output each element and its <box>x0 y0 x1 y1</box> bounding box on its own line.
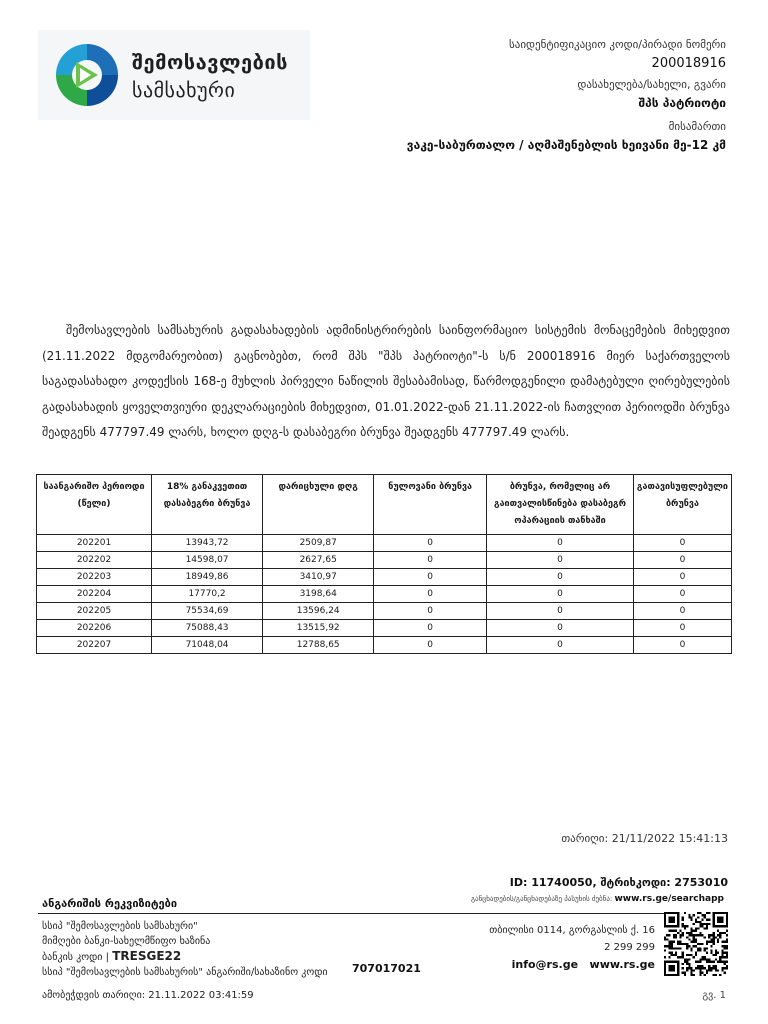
table-cell: 0 <box>487 586 634 603</box>
qr-code-icon <box>664 912 728 976</box>
verify-text: განცხადების/განცხადებაზე პასუხის ძებნა: <box>470 895 613 903</box>
address-value: ვაკე-საბურთალო / აღმაშენებლის ხეივანი მე-12 კმ <box>406 138 726 152</box>
table-row <box>37 637 732 654</box>
logo-title: შემოსავლების <box>132 50 289 74</box>
table-cell: 0 <box>374 552 487 569</box>
column-header: გათავისუფლებული ბრუნვა <box>633 475 731 535</box>
contact-phone: 2 299 299 <box>604 942 655 953</box>
name-label: დასახელება/სახელი, გვარი <box>577 78 726 91</box>
certificate-text: შემოსავლების სამსახურის გადასახადების ადმინისტრირების საინფორმაციო სისტემის მონაცემების მიხედვით (21.11.2022 მდგომარეობით) გაცნობებთ, რომ შპს "შპს პატრიოტი"-ს ს/ნ 200018916 მიერ საქართველოს საგადასახადო კოდექსის 168-ე მუხლის პირველი ნაწილის შესაბამისად, წარმოდგენილი დამატებული ღირებულების გადასახადის ყოველთვიური დეკლარაციების მიხედვით, 01.01.2022-დან 21.11.2022-ის ჩათვლით პერიოდში ბრუნვა შეადგენს 477797.49 ლარს, ხოლო დღგ-ს დასაბეგრი ბრუნვა შეადგენს 477797.49 ლარს. <box>42 323 730 439</box>
page-number: გვ. 1 <box>702 990 726 1001</box>
table-cell: 0 <box>374 620 487 637</box>
column-header: დარიცხული დღგ <box>263 475 374 535</box>
table-cell: 0 <box>487 569 634 586</box>
table-cell: 75088,43 <box>151 620 262 637</box>
table-row <box>37 569 732 586</box>
requisites <box>42 920 328 980</box>
table-cell: 12788,65 <box>263 637 374 654</box>
verify-line <box>471 894 724 904</box>
table-body <box>37 535 732 654</box>
issued-date: ამობეჭდვის თარიღი: 21.11.2022 03:41:59 <box>42 990 254 1001</box>
table-cell: 3410,97 <box>263 569 374 586</box>
table-cell: 2627,65 <box>263 552 374 569</box>
table-cell: 202205 <box>37 603 152 620</box>
table-cell: 3198,64 <box>263 586 374 603</box>
bank-code-line <box>42 949 328 966</box>
contact-email-link[interactable]: info@rs.ge <box>511 958 579 971</box>
requisites-title: ანგარიშის რეკვიზიტები <box>42 897 178 910</box>
table-cell: 202202 <box>37 552 152 569</box>
table-cell: 0 <box>374 535 487 552</box>
bank-code-separator: | <box>105 952 113 963</box>
table-row <box>37 535 732 552</box>
table-cell: 0 <box>374 569 487 586</box>
table-cell: 0 <box>633 535 731 552</box>
table-cell: 202204 <box>37 586 152 603</box>
table-cell: 0 <box>633 569 731 586</box>
table-cell: 0 <box>487 535 634 552</box>
table-cell: 0 <box>633 586 731 603</box>
table-cell: 0 <box>374 637 487 654</box>
document-id: ID: 11740050, შტრიხკოდი: 2753010 <box>509 876 728 889</box>
table-cell: 0 <box>633 620 731 637</box>
table-cell: 13943,72 <box>151 535 262 552</box>
table-cell: 75534,69 <box>151 603 262 620</box>
table-cell: 0 <box>374 603 487 620</box>
table-row <box>37 620 732 637</box>
table-row <box>37 552 732 569</box>
bank-code-label: ბანკის კოდი <box>42 952 103 963</box>
requisites-line: სსიპ "შემოსავლების სამსახური" <box>42 921 198 932</box>
contact-web <box>489 956 655 973</box>
table-row <box>37 586 732 603</box>
table-cell: 202207 <box>37 637 152 654</box>
table-header-row <box>37 475 732 535</box>
id-value: 200018916 <box>651 56 726 71</box>
column-header: ბრუნვა, რომელიც არ გაითვალისწინება დასაბეგრ ოპარაციის თანხაში <box>487 475 634 535</box>
table-cell: 71048,04 <box>151 637 262 654</box>
table-cell: 2509,87 <box>263 535 374 552</box>
contact-address: თბილისი 0114, გორგასლის ქ. 16 <box>489 925 655 936</box>
contact-block <box>489 922 655 973</box>
divider <box>38 913 728 914</box>
contact-website-link[interactable]: www.rs.ge <box>589 958 655 971</box>
logo-subtitle: სამსახური <box>132 78 236 102</box>
id-label: საიდენტიფიკაციო კოდი/პირადი ნომერი <box>509 38 726 51</box>
column-header: 18% განაკვეთით დასაბეგრი ბრუნვა <box>151 475 262 535</box>
table-cell: 0 <box>633 637 731 654</box>
table-cell: 17770,2 <box>151 586 262 603</box>
turnover-table <box>36 474 732 654</box>
requisites-line: მიმღები ბანკი-სახელმწიფო ხაზინა <box>42 935 211 947</box>
name-value: შპს პატრიოტი <box>638 96 726 110</box>
address-label: მისამართი <box>668 120 726 133</box>
table-cell: 202206 <box>37 620 152 637</box>
table-cell: 13515,92 <box>263 620 374 637</box>
account-number: 707017021 <box>352 962 421 975</box>
table-cell: 0 <box>487 552 634 569</box>
verify-url-link[interactable]: www.rs.ge/searchapp <box>614 894 724 904</box>
column-header: ნულოვანი ბრუნვა <box>374 475 487 535</box>
table-cell: 202201 <box>37 535 152 552</box>
table-cell: 13596,24 <box>263 603 374 620</box>
column-header: საანგარიშო პერიოდი (წელი) <box>37 475 152 535</box>
rs-logo <box>38 30 310 120</box>
requisites-line: სსიპ "შემოსავლების სამსახურის" ანგარიში/სახაზინო კოდი <box>42 966 328 978</box>
table-cell: 0 <box>487 603 634 620</box>
table-cell: 0 <box>633 552 731 569</box>
table-cell: 0 <box>487 637 634 654</box>
table-cell: 0 <box>487 620 634 637</box>
bank-code: TRESGE22 <box>112 949 182 963</box>
rs-logo-icon <box>52 40 122 110</box>
table-cell: 0 <box>633 603 731 620</box>
table-cell: 14598,07 <box>151 552 262 569</box>
table-row <box>37 603 732 620</box>
table-cell: 202203 <box>37 569 152 586</box>
table-cell: 0 <box>374 586 487 603</box>
table-cell: 18949,86 <box>151 569 262 586</box>
printed-date: თარიღი: 21/11/2022 15:41:13 <box>561 832 728 845</box>
